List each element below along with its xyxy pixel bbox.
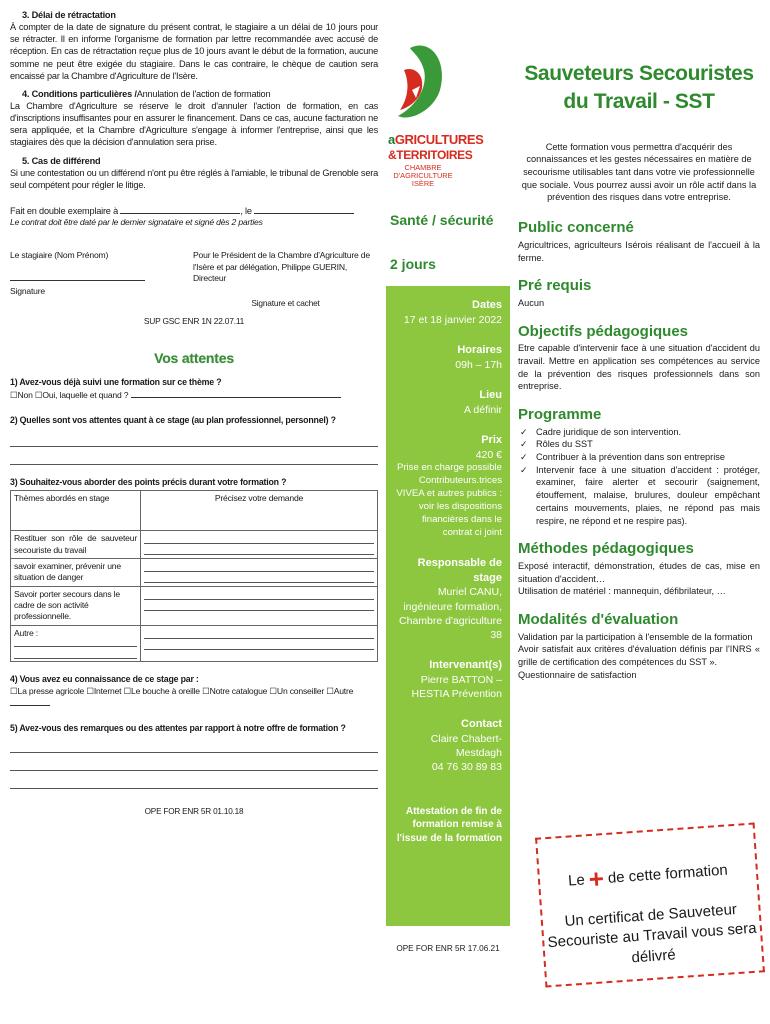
date-field[interactable] (254, 205, 354, 214)
table-header-themes: Thèmes abordés en stage (11, 491, 141, 531)
question-4: 4) Vous avez eu connaissance de ce stage par : (10, 674, 199, 685)
horaires-block (392, 343, 502, 372)
question-5-line[interactable] (10, 777, 378, 789)
list-item-text: Cadre juridique de son intervention. (536, 426, 682, 437)
lieu-value: A définir (464, 403, 502, 416)
responsable-label: Responsable de stage (417, 556, 502, 584)
programme-list (518, 426, 760, 528)
themes-table (10, 490, 378, 662)
contact-block (392, 717, 502, 774)
cachet-label: Signature et cachet (251, 298, 320, 309)
list-item (518, 426, 760, 439)
autre-label: Autre : (14, 627, 38, 638)
certificate-text: Un certificat de Sauveteur Secouriste au Travail vous sera délivré (547, 900, 758, 966)
table-header-demande: Précisez votre demande (141, 491, 378, 531)
objectives-heading: Objectifs pédagogiques (518, 322, 689, 340)
lieu-label: Lieu (479, 389, 502, 402)
plus-icon: + (587, 863, 605, 895)
methods-text-1: Exposé interactif, démonstration, études de cas, mise en situation d'accident… (518, 560, 760, 584)
question-4-options[interactable]: ☐La presse agricole ☐Internet ☐Le bouche à oreille ☐Notre catalogue ☐Un conseiller ☐Autre (10, 685, 354, 696)
public-text: Agricultrices, agriculteurs Isérois réalisant de l'accueil à la ferme. (518, 239, 760, 263)
section-4-title-bold: 4. Conditions particulières / (22, 88, 137, 99)
course-title: Sauveteurs Secouristes du Travail - SST (524, 62, 754, 114)
fait-mid: , le (240, 205, 252, 216)
president-text: Pour le Président de la Chambre d'Agriculture de l'Isère et par délégation, Philippe GUERIN, Directeur (193, 250, 370, 284)
horaires-label: Horaires (457, 344, 502, 357)
logo-letter-a: a (388, 132, 395, 147)
section-4-title (10, 88, 378, 100)
question-1-options[interactable]: ☐Non ☐Oui, laquelle et quand ? (10, 389, 129, 400)
signature-label: Signature (10, 286, 45, 297)
question-2-line[interactable] (10, 453, 378, 465)
question-5: 5) Avez-vous des remarques ou des attentes par rapport à notre offre de formation ? (10, 723, 346, 734)
question-1: 1) Avez-vous déjà suivi une formation sur ce thème ? (10, 377, 222, 388)
evaluation-text-1: Validation par la participation à l'ensemble de la formation (518, 631, 753, 642)
stagiaire-name-field[interactable] (10, 272, 145, 281)
responsable-block (392, 556, 502, 642)
table-header-row (11, 491, 378, 531)
section-4-title-rest: Annulation de l'action de formation (136, 88, 271, 99)
chambre-agriculture-logo (386, 40, 510, 220)
prix-label: Prix (481, 434, 502, 447)
sup-code: SUP GSC ENR 1N 22.07.11 (143, 315, 245, 326)
topic-label: Santé / sécurité (390, 212, 494, 228)
table-row (11, 625, 378, 661)
evaluation-text-2: Avoir satisfait aux critères d'évaluation définis par l'INRS « grille de certification des compétences du SST ». (518, 644, 760, 667)
table-cell-demande[interactable] (141, 531, 378, 559)
section-5-title: 5. Cas de différend (22, 155, 101, 166)
info-panel (386, 286, 510, 926)
table-cell-demande[interactable] (141, 559, 378, 587)
certificate-heading (567, 855, 729, 897)
methods-text-2: Utilisation de matériel : mannequin, défibrilateur, … (518, 586, 726, 597)
list-item (518, 438, 760, 451)
stagiaire-signature (10, 250, 150, 309)
section-3-title: 3. Délai de rétractation (22, 10, 116, 20)
dates-value: 17 et 18 janvier 2022 (403, 313, 502, 326)
table-cell-theme: savoir examiner, prévenir une situation de danger (11, 559, 141, 587)
president-signature (193, 250, 378, 309)
methods-heading: Méthodes pédagogiques (518, 540, 694, 558)
question-5-line[interactable] (10, 759, 378, 771)
signature-block (10, 250, 378, 309)
evaluation-heading: Modalités d'évaluation (518, 610, 679, 628)
question-1-answer (10, 389, 378, 401)
vos-attentes-title: Vos attentes (154, 349, 234, 366)
contact-label: Contact (461, 718, 502, 731)
list-item (518, 451, 760, 464)
logo-text-territoires: &TERRITOIRES (388, 148, 473, 162)
logo-text-chambre: CHAMBRE D'AGRICULTURE ISÈRE (393, 163, 453, 189)
section-3-text: À compter de la date de signature du présent contrat, le stagiaire a un délai de 10 jours pour se rétracter. Il en informe l'organisme de formation par lettre recommandée avec accusé de réception. En cas de rétractation reçue plus de 10 jours avant le début de la formation, aucune somme ne peut être exigée du stagiaire. Dans le cas contraire, le chèque de caution sera encaissé par la Chambre d'Agriculture de l'Isère. (10, 22, 378, 81)
question-4-answer (10, 686, 378, 710)
logo-text-agricultures (388, 132, 483, 147)
fait-prefix: Fait en double exemplaire à (10, 205, 118, 216)
public-heading: Public concerné (518, 219, 634, 237)
contact-phone: 04 76 30 89 83 (431, 761, 502, 774)
table-row (11, 559, 378, 587)
table-row (11, 531, 378, 559)
course-intro: Cette formation vous permettra d'acquérir des connaissances et les gestes nécessaires en matière de secourisme utilisables tant dans votre vie professionnelle que sociale. Vous pourrez aussi avoir un rôle actif dans la prévention des risques dans votre entreprise. (521, 141, 757, 203)
horaires-value: 09h – 17h (455, 358, 502, 371)
attestation-note: Attestation de fin de formation remise à l'issue de la formation (396, 805, 502, 844)
left-footer-code: OPE FOR ENR 5R 01.10.18 (144, 806, 244, 816)
contract-column (10, 6, 378, 818)
dates-block (392, 298, 502, 327)
lieu-block (392, 388, 502, 417)
place-field[interactable] (120, 205, 240, 214)
list-item (518, 464, 760, 527)
evaluation-text-3: Questionnaire de satisfaction (518, 669, 637, 680)
check-icon: ✓ (520, 452, 528, 463)
table-cell-theme: Restituer son rôle de sauveteur secouriste du travail (11, 531, 141, 559)
prereq-text: Aucun (518, 297, 545, 308)
prix-value: 420 € (475, 448, 502, 461)
logo-area (386, 40, 510, 220)
section-4-text: La Chambre d'Agriculture se réserve le droit d'annuler l'action de formation, en cas d'inscriptions insuffisantes pour en assurer le financement. Dans ce cas, aucune facturation ne sera appliquée, et la Chambre d'Agriculture s'engage à informer l'entreprise, ainsi que les stagiaires dès que la décision d'annulation sera prise. (10, 100, 378, 148)
question-5-line[interactable] (10, 741, 378, 753)
stagiaire-label: Le stagiaire (Nom Prénom) (10, 250, 109, 261)
intervenant-block (392, 658, 502, 701)
certificate-callout (535, 823, 765, 988)
table-cell-demande[interactable] (141, 586, 378, 625)
question-2-line[interactable] (10, 435, 378, 447)
programme-heading: Programme (518, 406, 602, 423)
check-icon: ✓ (520, 464, 528, 475)
table-cell-theme: Savoir porter secours dans le cadre de son activité professionnelle. (11, 586, 141, 625)
table-cell-theme (11, 625, 141, 661)
list-item-text: Rôles du SST (536, 439, 593, 450)
prix-note: Prise en charge possible Contributeurs.trices VIVEA et autres publics : voir les dispositions financières dans le contrat ci joint (396, 462, 502, 538)
logo-text-gricultures: GRICULTURES (394, 132, 484, 147)
contact-name: Claire Chabert-Mestdagh (430, 733, 502, 760)
prix-block (392, 433, 502, 540)
duration-label: 2 jours (390, 256, 436, 272)
table-row (11, 586, 378, 625)
list-item-text: Intervenir face à une situation d'accident : protéger, examiner, faire alerter et secourir (saignement, étouffement, malaise, brulures, douleur empêchant certains mouvements, plaies, ne répond pas mais respire, ne répond et ne respire pas). (536, 464, 760, 526)
objectives-text: Etre capable d'intervenir face à une situation d'accident du travail. Mettre en application ses compétences au service de la prévention des risques professionnels dans son entreprise. (518, 343, 760, 392)
section-5-text: Si une contestation ou un différend n'ont pu être réglés à l'amiable, le tribunal de Grenoble sera seul compétent pour régler le litige. (10, 167, 378, 190)
question-3: 3) Souhaitez-vous aborder des points précis durant votre formation ? (10, 476, 287, 487)
question-2: 2) Quelles sont vos attentes quant à ce stage (au plan professionnel, personnel) ? (10, 415, 336, 426)
question-4-autre-field[interactable] (10, 697, 50, 706)
check-icon: ✓ (520, 439, 528, 450)
question-1-field[interactable] (131, 389, 341, 398)
responsable-value: Muriel CANU, ingénieure formation, Chambre d'agriculture 38 (399, 586, 502, 641)
course-description (518, 60, 760, 681)
certificate-rest: de cette formation (607, 861, 729, 887)
mid-footer-code: OPE FOR ENR 5R 17.06.21 (396, 944, 500, 953)
intervenant-value: Pierre BATTON – HESTIA Prévention (411, 673, 502, 701)
check-icon: ✓ (520, 426, 528, 437)
logo-mark-icon (390, 40, 448, 128)
list-item-text: Contribuer à la prévention dans son entreprise (536, 452, 725, 463)
dates-label: Dates (472, 299, 502, 311)
table-cell-demande[interactable] (141, 625, 378, 661)
signature-place-date (10, 205, 378, 217)
date-note: Le contrat doit être daté par le dernier signataire et signé dès 2 parties (10, 217, 263, 228)
intervenant-label: Intervenant(s) (429, 659, 502, 672)
certificate-le: Le (567, 871, 586, 890)
prereq-heading: Pré requis (518, 277, 592, 295)
